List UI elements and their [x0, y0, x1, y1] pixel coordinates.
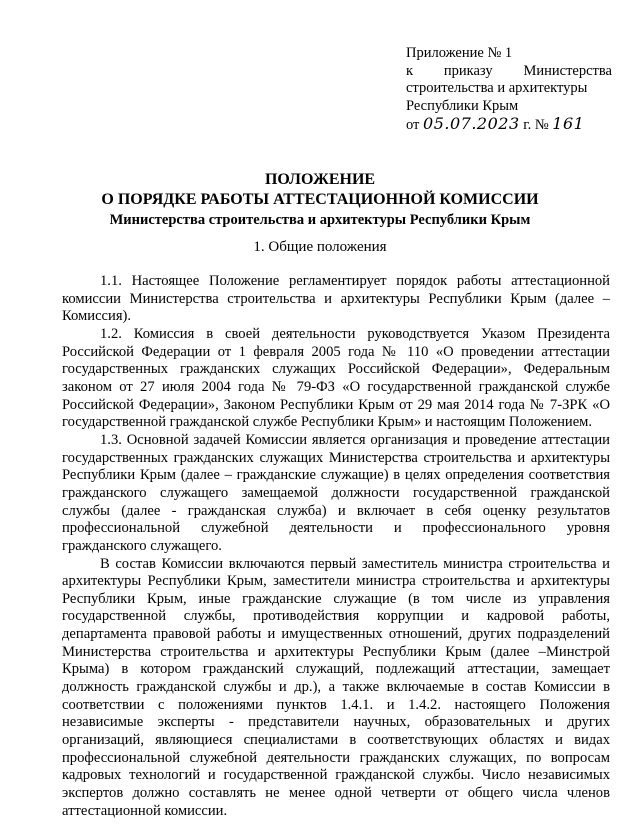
handwritten-order-number: 161 — [552, 114, 585, 133]
appendix-from-label: от — [406, 117, 420, 133]
paragraph-1-3: 1.3. Основной задачей Комиссии является организация и проведение аттестации государственных гражданских служащих Министерства строительства и архитектуры Республики Крым (далее – гражданские служащие) в целях определения соответствия гражданского служащего замещаемой должности государственной гражданской службы (далее - гражданская служба) и включает в себя оценку результатов профессиональной служебной деятельности и профессионального уровня гражданского служащего. — [62, 431, 610, 554]
paragraph-composition: В состав Комиссии включаются первый заместитель министра строительства и архитектуры Республики Крым, заместители министра строительства и архитектуры Республики Крым, иные гражданские служащие (в том числе из управления государственной службы, противодействия коррупции и кадровой работы, департамента правовой работы и имущественных отношений, других подразделений Министерства строительства и архитектуры Республики Крым (далее –Минстрой Крыма) в котором гражданский служащий, подлежащий аттестации, замещает должность гражданской службы и др.), а также включаемые в состав Комиссии в соответствии с положениями пунктов 1.4.1. и 1.4.2. настоящего Положения независимые эксперты - представители научных, образовательных и других организаций, являющиеся специалистами в соответствующих областях и видах профессиональной служебной деятельности гражданских служащих, по вопросам кадровых технологий и государственной гражданской службы. Число независимых экспертов должно составлять не менее одной четверти от общего числа членов аттестационной комиссии. — [62, 555, 610, 819]
section-heading: 1. Общие положения — [253, 239, 387, 255]
title-line-2: О ПОРЯДКЕ РАБОТЫ АТТЕСТАЦИОННОЙ КОМИССИИ — [101, 191, 539, 208]
appendix-line-1: Приложение № 1 — [406, 45, 513, 61]
appendix-number-label: г. № — [523, 117, 549, 133]
document-title — [0, 170, 640, 230]
appendix-block — [406, 45, 612, 135]
appendix-line-2-word-2: приказу — [443, 62, 493, 79]
title-line-3: Министерства строительства и архитектуры Республики Крым — [109, 212, 531, 228]
appendix-line-5 — [406, 115, 612, 135]
document-body — [62, 273, 610, 820]
appendix-line-2-word-3: Министерства — [523, 62, 612, 79]
appendix-line-3: строительства и архитектуры — [406, 80, 588, 96]
appendix-line-2-word-1: к — [406, 62, 414, 79]
handwritten-date: 05.07.2023 — [423, 114, 520, 133]
paragraph-1-1: 1.1. Настоящее Положение регламентирует порядок работы аттестационной комиссии Министерства строительства и архитектуры Республики Крым (далее – Комиссия). — [62, 273, 610, 325]
appendix-line-2 — [406, 63, 612, 81]
title-line-1: ПОЛОЖЕНИЕ — [264, 171, 376, 188]
paragraph-1-2: 1.2. Комиссия в своей деятельности руководствуется Указом Президента Российской Федерации от 1 февраля 2005 года № 110 «О проведении аттестации государственных гражданских служащих Российской Федерации», Федеральным законом от 27 июля 2004 года № 79-ФЗ «О государственной гражданской службе Российской Федерации», Законом Республики Крым от 29 мая 2014 года № 7-ЗРК «О государственной гражданской службе Республики Крым» и настоящим Положением. — [62, 325, 610, 431]
appendix-line-4: Республики Крым — [406, 97, 519, 114]
